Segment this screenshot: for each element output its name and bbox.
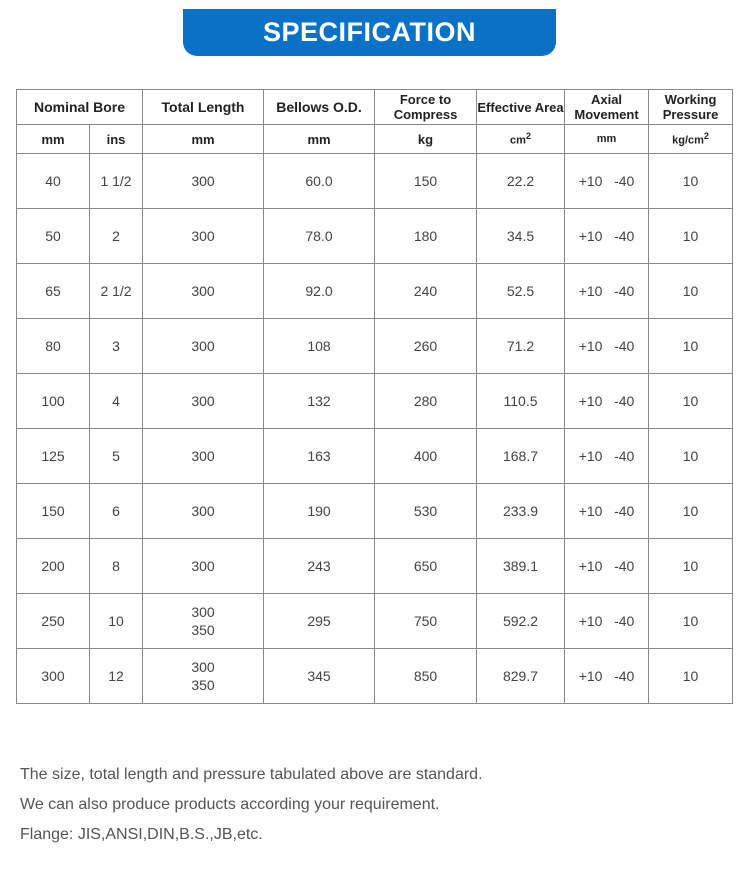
unit-length: mm	[143, 125, 264, 154]
cell-od: 78.0	[264, 209, 375, 264]
unit-area-exp: 2	[525, 131, 531, 142]
cell-area: 52.5	[477, 264, 565, 319]
cell-area: 110.5	[477, 374, 565, 429]
cell-area: 233.9	[477, 484, 565, 539]
cell-axial: +10 -40	[565, 209, 649, 264]
table-row	[17, 374, 733, 429]
table-row	[17, 319, 733, 374]
cell-axial: +10 -40	[565, 374, 649, 429]
cell-force: 280	[375, 374, 477, 429]
cell-pressure: 10	[649, 209, 733, 264]
unit-row	[17, 125, 733, 154]
specification-banner: SPECIFICATION	[183, 9, 556, 56]
cell-axial: +10 -40	[565, 649, 649, 704]
cell-force: 180	[375, 209, 477, 264]
cell-length-value: 300	[191, 604, 215, 620]
cell-force: 750	[375, 594, 477, 649]
cell-ins: 2 1/2	[90, 264, 143, 319]
unit-area	[477, 125, 565, 154]
cell-area: 389.1	[477, 539, 565, 594]
header-force-line2: Compress	[393, 107, 458, 122]
cell-od: 132	[264, 374, 375, 429]
cell-pressure: 10	[649, 429, 733, 484]
cell-pressure: 10	[649, 264, 733, 319]
cell-length	[143, 209, 264, 264]
cell-axial: +10 -40	[565, 429, 649, 484]
cell-length-value: 300	[191, 558, 215, 574]
cell-length	[143, 539, 264, 594]
cell-mm: 250	[17, 594, 90, 649]
cell-mm: 50	[17, 209, 90, 264]
cell-axial: +10 -40	[565, 484, 649, 539]
cell-force: 240	[375, 264, 477, 319]
cell-od: 60.0	[264, 154, 375, 209]
cell-axial: +10 -40	[565, 594, 649, 649]
note-flange: Flange: JIS,ANSI,DIN,B.S.,JB,etc.	[20, 826, 263, 843]
cell-length-value: 300	[191, 283, 215, 299]
cell-mm: 80	[17, 319, 90, 374]
cell-force: 530	[375, 484, 477, 539]
cell-ins: 12	[90, 649, 143, 704]
cell-length-value: 300	[191, 503, 215, 519]
header-nominal-bore: Nominal Bore	[17, 90, 143, 125]
header-working-pressure	[649, 90, 733, 125]
table-row	[17, 429, 733, 484]
table-row	[17, 154, 733, 209]
cell-area: 34.5	[477, 209, 565, 264]
table-row	[17, 264, 733, 319]
cell-length-value: 300	[191, 173, 215, 189]
cell-force: 400	[375, 429, 477, 484]
cell-length	[143, 594, 264, 649]
cell-length-value: 300	[191, 228, 215, 244]
header-force-line1: Force to	[399, 92, 452, 107]
note-standard: The size, total length and pressure tabulated above are standard.	[20, 766, 483, 783]
cell-od: 163	[264, 429, 375, 484]
cell-od: 92.0	[264, 264, 375, 319]
cell-length	[143, 154, 264, 209]
cell-area: 829.7	[477, 649, 565, 704]
cell-axial: +10 -40	[565, 264, 649, 319]
cell-axial: +10 -40	[565, 539, 649, 594]
unit-od: mm	[264, 125, 375, 154]
cell-force: 850	[375, 649, 477, 704]
cell-ins: 6	[90, 484, 143, 539]
cell-length	[143, 649, 264, 704]
cell-pressure: 10	[649, 319, 733, 374]
notes	[20, 760, 720, 850]
cell-pressure: 10	[649, 484, 733, 539]
header-pressure-line1: Working	[664, 92, 717, 107]
header-total-length: Total Length	[143, 90, 264, 125]
cell-ins: 8	[90, 539, 143, 594]
cell-length-value: 300	[191, 393, 215, 409]
cell-ins: 3	[90, 319, 143, 374]
cell-pressure: 10	[649, 374, 733, 429]
cell-od: 243	[264, 539, 375, 594]
table-row	[17, 209, 733, 264]
header-pressure-line2: Pressure	[662, 107, 719, 122]
cell-area: 592.2	[477, 594, 565, 649]
unit-area-base: cm	[510, 134, 526, 147]
cell-mm: 300	[17, 649, 90, 704]
unit-bore-ins: ins	[90, 125, 143, 154]
cell-pressure: 10	[649, 154, 733, 209]
cell-area: 22.2	[477, 154, 565, 209]
cell-od: 108	[264, 319, 375, 374]
cell-pressure: 10	[649, 594, 733, 649]
cell-force: 650	[375, 539, 477, 594]
unit-bore-mm: mm	[17, 125, 90, 154]
cell-length-value: 300	[191, 338, 215, 354]
cell-mm: 125	[17, 429, 90, 484]
cell-mm: 65	[17, 264, 90, 319]
cell-axial: +10 -40	[565, 319, 649, 374]
cell-length	[143, 429, 264, 484]
header-area-line2: Area	[534, 99, 564, 115]
specification-table	[16, 89, 733, 704]
unit-force: kg	[375, 125, 477, 154]
header-effective-area	[477, 90, 565, 125]
table-row	[17, 539, 733, 594]
cell-force: 150	[375, 154, 477, 209]
cell-ins: 4	[90, 374, 143, 429]
cell-axial: +10 -40	[565, 154, 649, 209]
cell-length-value-alt: 350	[191, 677, 215, 693]
cell-ins: 5	[90, 429, 143, 484]
table-row	[17, 594, 733, 649]
cell-length	[143, 319, 264, 374]
unit-pressure-base: kg/cm	[672, 134, 704, 147]
header-area-line1: Effective	[477, 99, 532, 115]
cell-length-value-alt: 350	[191, 622, 215, 638]
cell-pressure: 10	[649, 539, 733, 594]
cell-length	[143, 374, 264, 429]
header-axial-line2: Movement	[574, 107, 639, 122]
header-row	[17, 90, 733, 125]
header-bellows-od: Bellows O.D.	[264, 90, 375, 125]
cell-area: 71.2	[477, 319, 565, 374]
cell-ins: 2	[90, 209, 143, 264]
note-custom: We can also produce products according your requirement.	[20, 796, 440, 813]
cell-length	[143, 264, 264, 319]
cell-od: 345	[264, 649, 375, 704]
cell-ins: 1 1/2	[90, 154, 143, 209]
cell-area: 168.7	[477, 429, 565, 484]
cell-od: 295	[264, 594, 375, 649]
cell-length-value: 300	[191, 659, 215, 675]
unit-axial: mm	[565, 125, 649, 154]
cell-ins: 10	[90, 594, 143, 649]
cell-mm: 100	[17, 374, 90, 429]
unit-pressure	[649, 125, 733, 154]
cell-mm: 40	[17, 154, 90, 209]
cell-force: 260	[375, 319, 477, 374]
table-row	[17, 484, 733, 539]
header-force-to-compress	[375, 90, 477, 125]
cell-mm: 150	[17, 484, 90, 539]
header-axial-line1: Axial	[590, 92, 623, 107]
header-axial-movement	[565, 90, 649, 125]
cell-length-value: 300	[191, 448, 215, 464]
unit-pressure-exp: 2	[703, 131, 709, 142]
cell-length	[143, 484, 264, 539]
cell-mm: 200	[17, 539, 90, 594]
cell-pressure: 10	[649, 649, 733, 704]
cell-od: 190	[264, 484, 375, 539]
table-row	[17, 649, 733, 704]
